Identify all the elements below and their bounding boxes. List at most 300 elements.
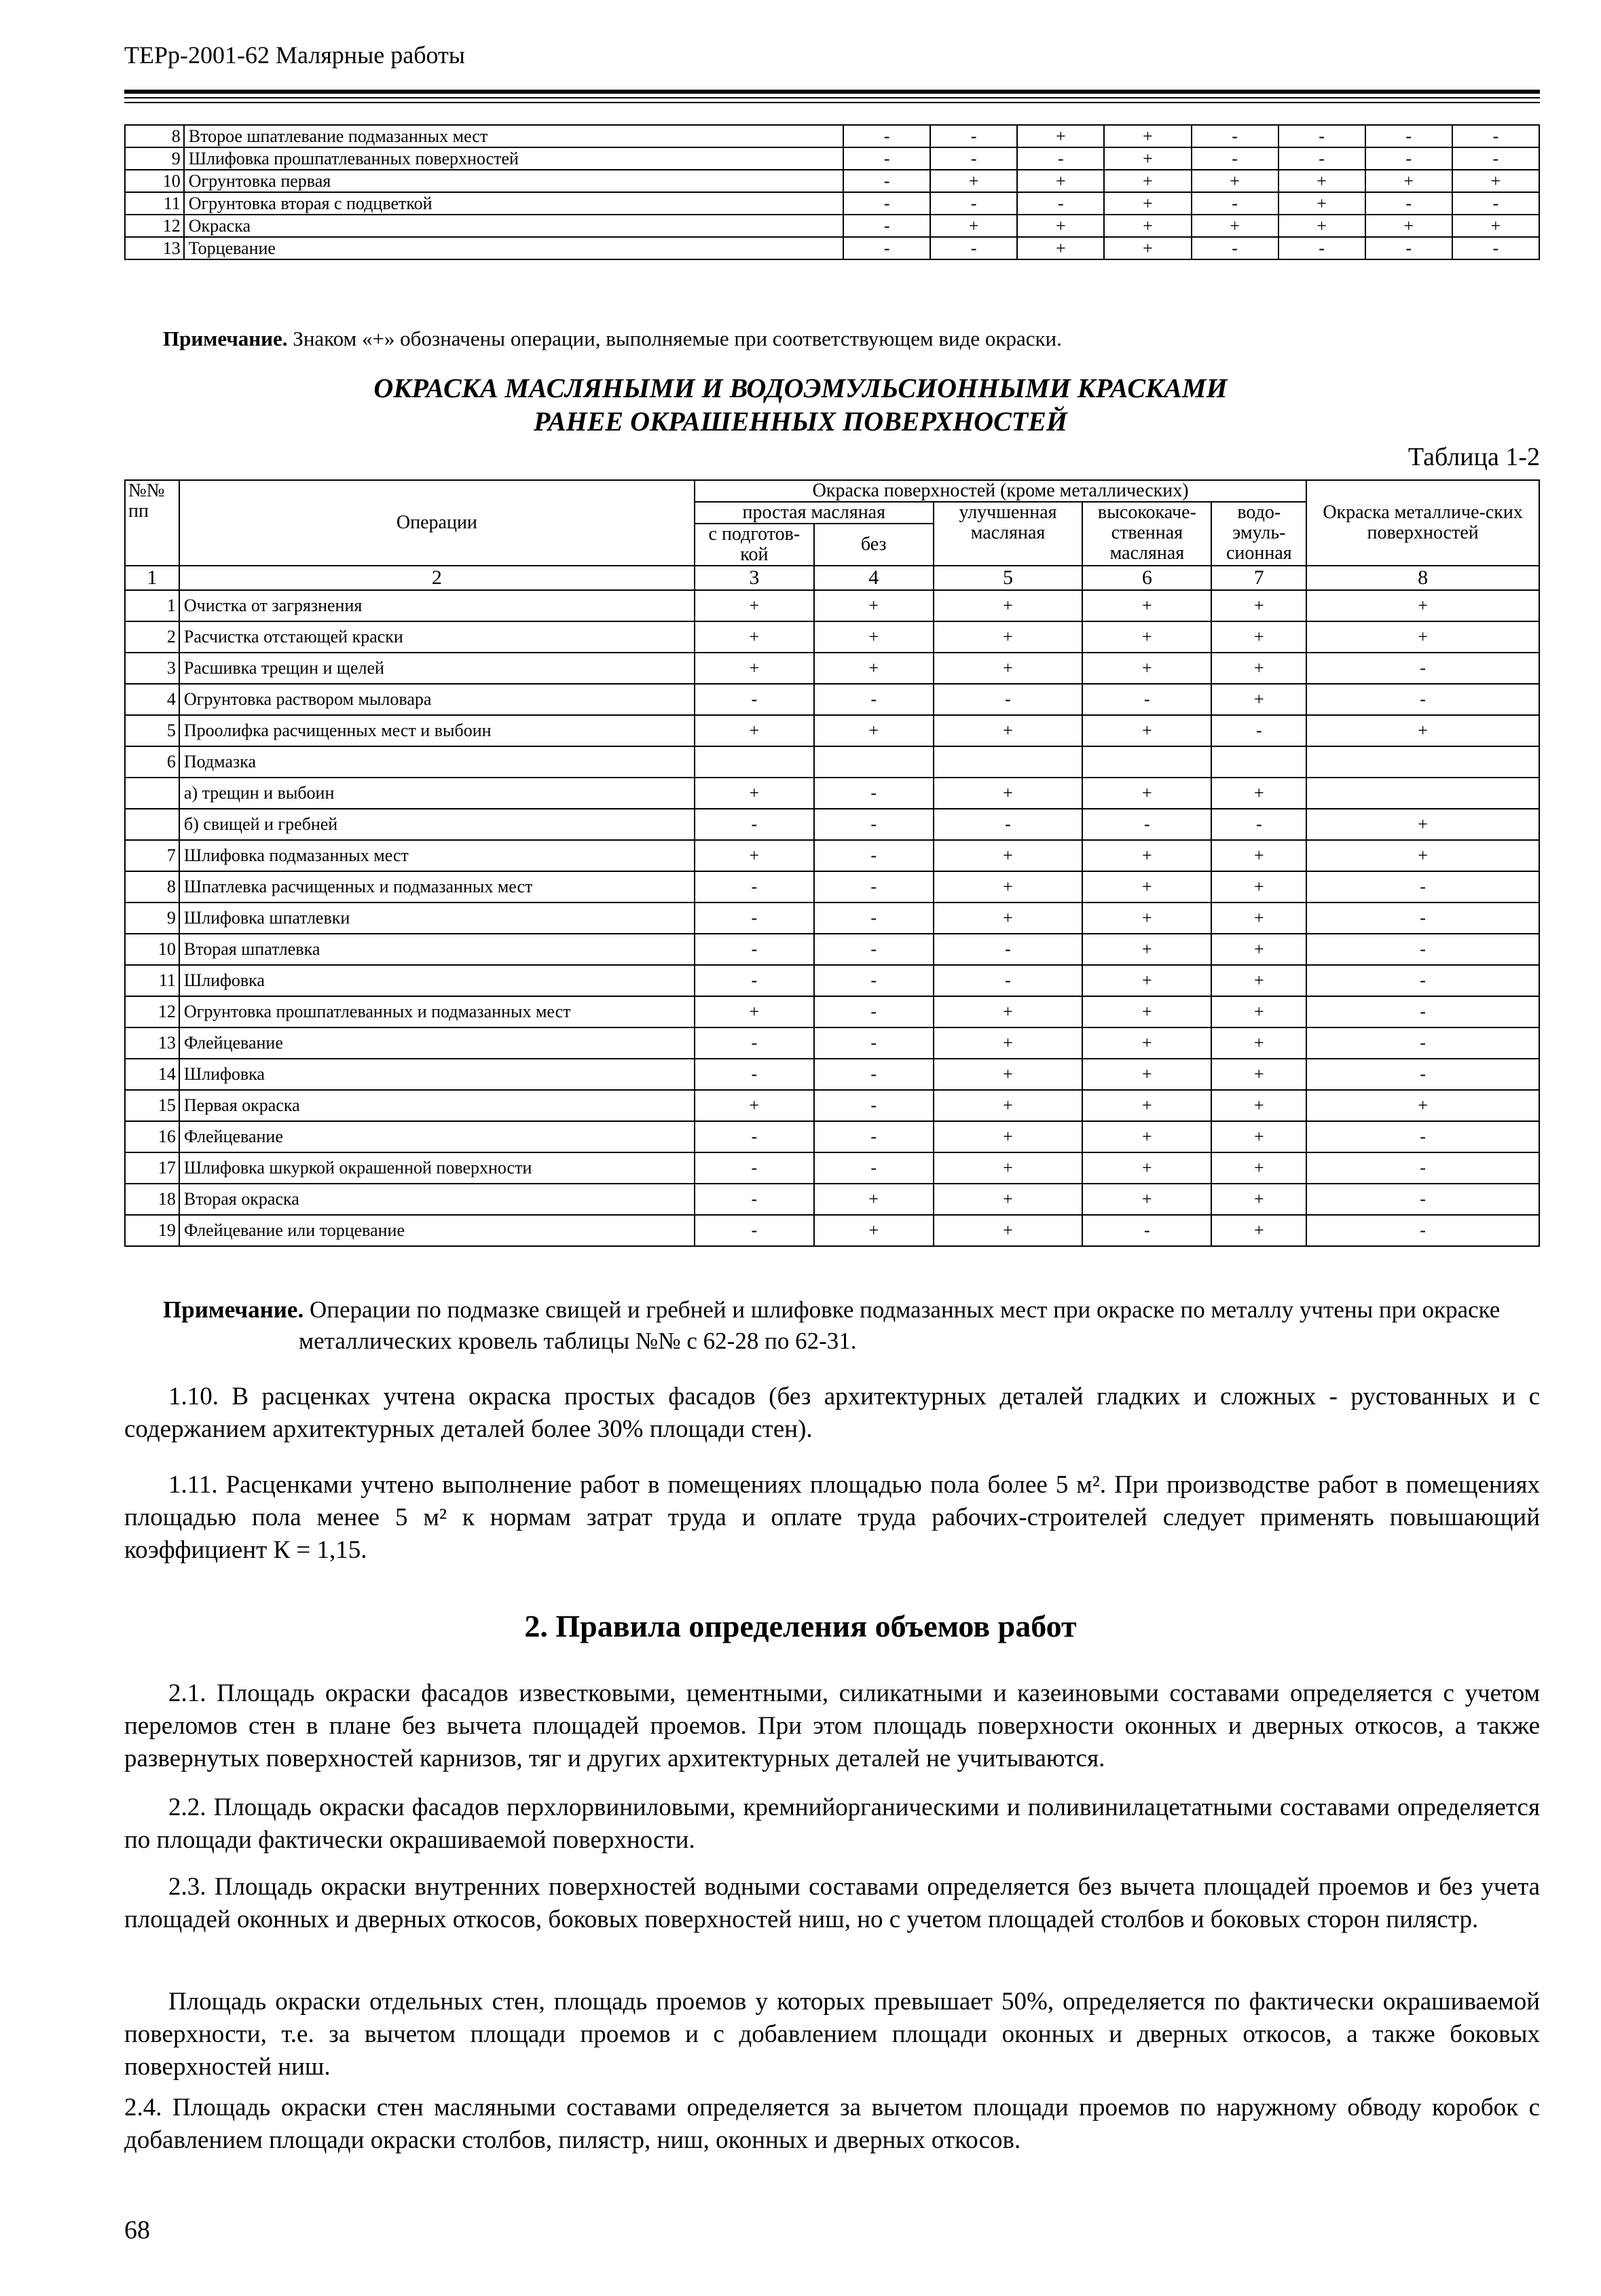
value-cell: + <box>1306 840 1539 871</box>
value-cell: + <box>934 1215 1083 1246</box>
value-cell: + <box>1082 840 1211 871</box>
table-row <box>125 1059 1539 1090</box>
row-number: 12 <box>125 996 179 1027</box>
value-cell: + <box>1365 170 1452 192</box>
column-index-cell: 7 <box>1211 566 1306 590</box>
value-cell: + <box>1082 715 1211 746</box>
value-cell: - <box>1306 871 1539 903</box>
operation-cell: Очистка от загрязнения <box>179 590 695 621</box>
paragraph-2-2-text: 2.2. Площадь окраски фасадов перхлорвиниловыми, кремнийорганическими и поливинилацетатными составами определяется по площади фактически окрашиваемой поверхности. <box>124 1793 1540 1854</box>
table-row <box>125 684 1539 715</box>
value-cell: - <box>814 965 934 996</box>
table-row <box>125 840 1539 871</box>
value-cell: - <box>1306 684 1539 715</box>
table-row <box>125 965 1539 996</box>
paragraph-2-4 <box>124 2092 1540 2157</box>
value-cell: + <box>1104 147 1191 170</box>
value-cell: + <box>1452 170 1539 192</box>
value-cell: - <box>934 684 1083 715</box>
value-cell: + <box>1082 1121 1211 1152</box>
value-cell: + <box>814 590 934 621</box>
value-cell: - <box>1306 903 1539 934</box>
value-cell: - <box>1192 192 1278 215</box>
top-table <box>124 124 1540 260</box>
value-cell: + <box>1192 170 1278 192</box>
operation-cell: Флейцевание <box>179 1121 695 1152</box>
value-cell: - <box>695 684 814 715</box>
operation-cell: Огрунтовка раствором мыловара <box>179 684 695 715</box>
table-row <box>125 746 1539 778</box>
value-cell: + <box>1082 871 1211 903</box>
header-metal: Окраска металличе-ских поверхностей <box>1306 480 1539 566</box>
table-row <box>125 621 1539 653</box>
value-cell: + <box>1082 965 1211 996</box>
value-cell: + <box>1211 590 1306 621</box>
operation-cell: Проолифка расчищенных мест и выбоин <box>179 715 695 746</box>
operation-cell: Торцевание <box>184 237 843 259</box>
value-cell: + <box>1278 192 1365 215</box>
table-row <box>125 1215 1539 1246</box>
header-group: Окраска поверхностей (кроме металлических) <box>695 480 1306 502</box>
value-cell: + <box>1017 170 1104 192</box>
operation-cell: Шлифовка прошпатлеванных поверхностей <box>184 147 843 170</box>
value-cell: + <box>1306 590 1539 621</box>
value-cell: - <box>814 684 934 715</box>
operation-cell: Флейцевание или торцевание <box>179 1215 695 1246</box>
row-number: 2 <box>125 621 179 653</box>
note-2-label: Примечание. <box>163 1296 304 1323</box>
table-row <box>125 237 1539 259</box>
value-cell: - <box>1306 653 1539 684</box>
value-cell: + <box>1082 653 1211 684</box>
value-cell: + <box>1082 1059 1211 1090</box>
value-cell: - <box>814 934 934 965</box>
value-cell: - <box>1211 809 1306 840</box>
value-cell <box>934 746 1083 778</box>
value-cell: + <box>934 996 1083 1027</box>
value-cell: + <box>1278 170 1365 192</box>
column-index-cell: 3 <box>695 566 814 590</box>
column-index-cell: 1 <box>125 566 179 590</box>
operation-cell: Вторая окраска <box>179 1184 695 1215</box>
value-cell: - <box>1452 147 1539 170</box>
paragraph-2-4-text: 2.4. Площадь окраски стен масляными составами определяется за вычетом площади проемов по наружному обводу коробок с добавлением площади окраски столбов, пилястр, ниш, оконных и дверных откосов. <box>124 2094 1540 2154</box>
row-number: 17 <box>125 1152 179 1184</box>
value-cell: - <box>1306 1152 1539 1184</box>
value-cell <box>1306 746 1539 778</box>
row-number: 18 <box>125 1184 179 1215</box>
value-cell: + <box>1452 215 1539 237</box>
value-cell: - <box>1082 809 1211 840</box>
table-row <box>125 147 1539 170</box>
operation-cell: Шлифовка шпатлевки <box>179 903 695 934</box>
header-without: без <box>814 524 934 566</box>
page-number: 68 <box>124 2216 150 2244</box>
operation-cell: Окраска <box>184 215 843 237</box>
paragraph-2-1 <box>124 1677 1540 1775</box>
value-cell: + <box>1082 934 1211 965</box>
value-cell: + <box>934 715 1083 746</box>
value-cell: + <box>1211 1184 1306 1215</box>
value-cell: - <box>695 965 814 996</box>
value-cell: + <box>1017 125 1104 147</box>
value-cell: - <box>930 147 1017 170</box>
value-cell: + <box>1278 215 1365 237</box>
operation-cell: Флейцевание <box>179 1027 695 1059</box>
paragraph-1-10 <box>124 1381 1540 1446</box>
operation-cell: Огрунтовка первая <box>184 170 843 192</box>
value-cell: + <box>1306 715 1539 746</box>
value-cell: + <box>934 903 1083 934</box>
value-cell: + <box>1306 809 1539 840</box>
value-cell <box>1082 746 1211 778</box>
value-cell: + <box>1211 934 1306 965</box>
value-cell: - <box>1082 1215 1211 1246</box>
table-row <box>125 653 1539 684</box>
row-number: 5 <box>125 715 179 746</box>
value-cell: + <box>1082 1184 1211 1215</box>
value-cell: - <box>930 125 1017 147</box>
value-cell: + <box>1211 778 1306 809</box>
table-row <box>125 215 1539 237</box>
value-cell: - <box>1306 1027 1539 1059</box>
value-cell: + <box>695 778 814 809</box>
value-cell: + <box>814 715 934 746</box>
value-cell: + <box>1211 840 1306 871</box>
column-index-cell: 2 <box>179 566 695 590</box>
row-number: 10 <box>125 170 184 192</box>
paragraph-1-10-text: 1.10. В расценках учтена окраска простых фасадов (без архитектурных деталей гладких и сложных - рустованных и с содержанием архитектурных деталей более 30% площади стен). <box>124 1383 1540 1443</box>
note-1-text: Знаком «+» обозначены операции, выполняемые при соответствующем виде окраски. <box>287 327 1062 350</box>
value-cell: - <box>843 215 930 237</box>
value-cell: + <box>934 1090 1083 1121</box>
value-cell: - <box>814 778 934 809</box>
value-cell: + <box>1211 1152 1306 1184</box>
value-cell: - <box>1365 192 1452 215</box>
value-cell: + <box>934 871 1083 903</box>
table-row <box>125 1027 1539 1059</box>
column-index-cell: 6 <box>1082 566 1211 590</box>
table-row <box>125 590 1539 621</box>
value-cell: - <box>1306 1059 1539 1090</box>
value-cell: - <box>1278 237 1365 259</box>
note-2 <box>163 1294 1507 1357</box>
value-cell: + <box>1211 903 1306 934</box>
page-header: ТЕРр-2001-62 Малярные работы <box>124 41 465 69</box>
value-cell: + <box>1082 778 1211 809</box>
header-operations: Операции <box>179 480 695 566</box>
value-cell: + <box>1306 1090 1539 1121</box>
value-cell: + <box>1211 996 1306 1027</box>
row-number: 10 <box>125 934 179 965</box>
operation-cell: Шлифовка <box>179 965 695 996</box>
column-index-cell: 8 <box>1306 566 1539 590</box>
paragraph-2-3b-text: Площадь окраски отдельных стен, площадь проемов у которых превышает 50%, определяется по фактически окрашиваемой поверхности, т.е. за вычетом площади проемов и с добавлением площади оконных и дверных откосов, а также боковых поверхностей ниш. <box>124 1988 1540 2081</box>
value-cell: - <box>814 871 934 903</box>
section-title-line-1: ОКРАСКА МАСЛЯНЫМИ И ВОДОЭМУЛЬСИОННЫМИ КРАСКАМИ <box>373 373 1228 403</box>
value-cell: - <box>1211 715 1306 746</box>
table-row <box>125 778 1539 809</box>
table-label: Таблица 1-2 <box>1407 443 1540 471</box>
value-cell: + <box>1306 621 1539 653</box>
value-cell: - <box>814 903 934 934</box>
value-cell: - <box>1192 237 1278 259</box>
table-row <box>125 903 1539 934</box>
value-cell <box>695 746 814 778</box>
value-cell: - <box>843 147 930 170</box>
table-row <box>125 125 1539 147</box>
table-row <box>125 1152 1539 1184</box>
operation-cell: Первая окраска <box>179 1090 695 1121</box>
header-water: водо-эмуль-сионная <box>1211 502 1306 566</box>
value-cell: + <box>1082 621 1211 653</box>
value-cell: + <box>1104 125 1191 147</box>
value-cell: - <box>934 934 1083 965</box>
operation-cell: а) трещин и выбоин <box>179 778 695 809</box>
header-simple: простая масляная <box>695 502 934 524</box>
row-number: 7 <box>125 840 179 871</box>
value-cell: - <box>695 1027 814 1059</box>
value-cell: - <box>1306 1184 1539 1215</box>
header-with-prep: с подготов-кой <box>695 524 814 566</box>
header-high: высококаче-ственная масляная <box>1082 502 1211 566</box>
value-cell: + <box>934 1152 1083 1184</box>
row-number: 8 <box>125 125 184 147</box>
value-cell: + <box>1017 215 1104 237</box>
value-cell: - <box>1082 684 1211 715</box>
value-cell: - <box>930 237 1017 259</box>
value-cell: + <box>1104 170 1191 192</box>
operation-cell: б) свищей и гребней <box>179 809 695 840</box>
paragraph-2-2 <box>124 1791 1540 1857</box>
main-table <box>124 479 1540 1247</box>
row-number: 19 <box>125 1215 179 1246</box>
value-cell: + <box>934 1184 1083 1215</box>
value-cell: - <box>1278 147 1365 170</box>
value-cell: + <box>1211 1090 1306 1121</box>
row-number: 6 <box>125 746 179 778</box>
value-cell: - <box>814 1059 934 1090</box>
value-cell: + <box>934 1027 1083 1059</box>
value-cell: + <box>1211 1121 1306 1152</box>
value-cell: + <box>695 715 814 746</box>
value-cell: + <box>1211 1215 1306 1246</box>
value-cell: - <box>1452 125 1539 147</box>
operation-cell: Шлифовка подмазанных мест <box>179 840 695 871</box>
value-cell: + <box>1082 1090 1211 1121</box>
value-cell: - <box>1365 237 1452 259</box>
row-number: 11 <box>125 192 184 215</box>
operation-cell: Шлифовка <box>179 1059 695 1090</box>
value-cell: + <box>1211 653 1306 684</box>
value-cell: - <box>695 1059 814 1090</box>
operation-cell: Огрунтовка вторая с подцветкой <box>184 192 843 215</box>
row-number: 8 <box>125 871 179 903</box>
value-cell: - <box>1365 125 1452 147</box>
value-cell: + <box>1082 903 1211 934</box>
value-cell: + <box>1017 237 1104 259</box>
value-cell: + <box>930 215 1017 237</box>
value-cell: - <box>934 965 1083 996</box>
row-number: 12 <box>125 215 184 237</box>
value-cell: + <box>695 621 814 653</box>
value-cell <box>1211 746 1306 778</box>
operation-cell: Второе шпатлевание подмазанных мест <box>184 125 843 147</box>
row-number: 9 <box>125 147 184 170</box>
value-cell: + <box>1104 237 1191 259</box>
value-cell: + <box>695 996 814 1027</box>
row-number: 14 <box>125 1059 179 1090</box>
header-rule-thin-2 <box>124 102 1540 103</box>
operation-cell: Подмазка <box>179 746 695 778</box>
value-cell: - <box>930 192 1017 215</box>
value-cell: - <box>1365 147 1452 170</box>
section-heading-2: 2. Правила определения объемов работ <box>524 1609 1077 1643</box>
value-cell: + <box>814 653 934 684</box>
value-cell: + <box>814 1184 934 1215</box>
value-cell: - <box>814 1152 934 1184</box>
value-cell: - <box>695 809 814 840</box>
value-cell: - <box>814 1121 934 1152</box>
value-cell: + <box>1082 590 1211 621</box>
value-cell: - <box>814 809 934 840</box>
row-number: 15 <box>125 1090 179 1121</box>
value-cell: + <box>934 653 1083 684</box>
value-cell: + <box>814 1215 934 1246</box>
value-cell: + <box>1211 621 1306 653</box>
value-cell: - <box>695 1184 814 1215</box>
value-cell: + <box>695 1090 814 1121</box>
row-number: 9 <box>125 903 179 934</box>
value-cell: - <box>695 1121 814 1152</box>
value-cell: - <box>1017 147 1104 170</box>
value-cell: + <box>1211 1027 1306 1059</box>
table-row <box>125 871 1539 903</box>
value-cell: - <box>1192 147 1278 170</box>
column-index-cell: 5 <box>934 566 1083 590</box>
value-cell: + <box>934 778 1083 809</box>
value-cell: + <box>1365 215 1452 237</box>
value-cell: + <box>1211 684 1306 715</box>
value-cell: + <box>934 1121 1083 1152</box>
paragraph-1-11 <box>124 1469 1540 1567</box>
value-cell: + <box>695 590 814 621</box>
row-number: 1 <box>125 590 179 621</box>
table-row <box>125 996 1539 1027</box>
table-row <box>125 192 1539 215</box>
value-cell: - <box>695 934 814 965</box>
value-cell: + <box>1082 1027 1211 1059</box>
operation-cell: Вторая шпатлевка <box>179 934 695 965</box>
table-row <box>125 934 1539 965</box>
paragraph-2-3 <box>124 1871 1540 1936</box>
note-2-line-1: Операции по подмазке свищей и гребней и шлифовке подмазанных мест при окраске по металлу учтены при окраске <box>303 1296 1501 1323</box>
value-cell: - <box>695 1215 814 1246</box>
row-number: 16 <box>125 1121 179 1152</box>
row-number: 4 <box>125 684 179 715</box>
value-cell: - <box>1452 237 1539 259</box>
value-cell: + <box>695 653 814 684</box>
operation-cell: Расчистка отстающей краски <box>179 621 695 653</box>
note-1-label: Примечание. <box>163 327 288 350</box>
value-cell: - <box>814 840 934 871</box>
value-cell: - <box>1192 125 1278 147</box>
value-cell: - <box>843 125 930 147</box>
header-rule-thin <box>124 97 1540 98</box>
value-cell: + <box>1192 215 1278 237</box>
column-index-cell: 4 <box>814 566 934 590</box>
paragraph-2-3b <box>124 1986 1540 2083</box>
table-row <box>125 809 1539 840</box>
row-number: 13 <box>125 237 184 259</box>
value-cell: + <box>814 621 934 653</box>
row-number: 3 <box>125 653 179 684</box>
value-cell: + <box>1211 871 1306 903</box>
value-cell <box>1306 778 1539 809</box>
operation-cell: Шлифовка шкуркой окрашенной поверхности <box>179 1152 695 1184</box>
value-cell: - <box>814 996 934 1027</box>
value-cell: + <box>934 590 1083 621</box>
row-number: 13 <box>125 1027 179 1059</box>
value-cell: + <box>1211 1059 1306 1090</box>
table-row <box>125 715 1539 746</box>
value-cell: + <box>934 840 1083 871</box>
value-cell: + <box>1211 965 1306 996</box>
operation-cell: Шпатлевка расчищенных и подмазанных мест <box>179 871 695 903</box>
section-title-line-2: РАНЕЕ ОКРАШЕННЫХ ПОВЕРХНОСТЕЙ <box>534 406 1067 437</box>
value-cell <box>814 746 934 778</box>
value-cell: - <box>1306 1121 1539 1152</box>
value-cell: + <box>1104 215 1191 237</box>
value-cell: - <box>1306 965 1539 996</box>
value-cell: - <box>1306 934 1539 965</box>
value-cell: - <box>695 1152 814 1184</box>
operation-cell: Огрунтовка прошпатлеванных и подмазанных мест <box>179 996 695 1027</box>
value-cell: + <box>1104 192 1191 215</box>
row-number: 11 <box>125 965 179 996</box>
row-number <box>125 809 179 840</box>
value-cell: - <box>1017 192 1104 215</box>
value-cell: - <box>695 903 814 934</box>
value-cell: - <box>843 192 930 215</box>
header-num: №№ пп <box>125 480 179 566</box>
value-cell: + <box>695 840 814 871</box>
value-cell: - <box>843 237 930 259</box>
operation-cell: Расшивка трещин и щелей <box>179 653 695 684</box>
value-cell: - <box>1452 192 1539 215</box>
value-cell: + <box>1082 996 1211 1027</box>
table-row <box>125 170 1539 192</box>
value-cell: - <box>814 1090 934 1121</box>
paragraph-2-3-text: 2.3. Площадь окраски внутренних поверхностей водными составами определяется без вычета площадей проемов и без учета площадей оконных и дверных откосов, боковых поверхностей ниш, но с учетом площадей столбов и боковых сторон пилястр. <box>124 1873 1540 1933</box>
table-row <box>125 1090 1539 1121</box>
value-cell: - <box>1278 125 1365 147</box>
header-improved: улучшенная масляная <box>934 502 1083 566</box>
value-cell: + <box>1082 1152 1211 1184</box>
header-rule-thick <box>124 90 1540 94</box>
value-cell: - <box>843 170 930 192</box>
row-number <box>125 778 179 809</box>
value-cell: - <box>695 871 814 903</box>
value-cell: + <box>930 170 1017 192</box>
table-row <box>125 1184 1539 1215</box>
value-cell: - <box>814 1027 934 1059</box>
value-cell: + <box>934 1059 1083 1090</box>
paragraph-1-11-text: 1.11. Расценками учтено выполнение работ в помещениях площадью пола более 5 м². При производстве работ в помещениях площадью пола менее 5 м² к нормам затрат труда и оплате труда рабочих-строителей следует применять повышающий коэффициент К = 1,15. <box>124 1471 1540 1564</box>
note-2-line-2: металлических кровель таблицы №№ с 62-28 по 62-31. <box>299 1328 857 1354</box>
value-cell: - <box>934 809 1083 840</box>
value-cell: - <box>1306 996 1539 1027</box>
